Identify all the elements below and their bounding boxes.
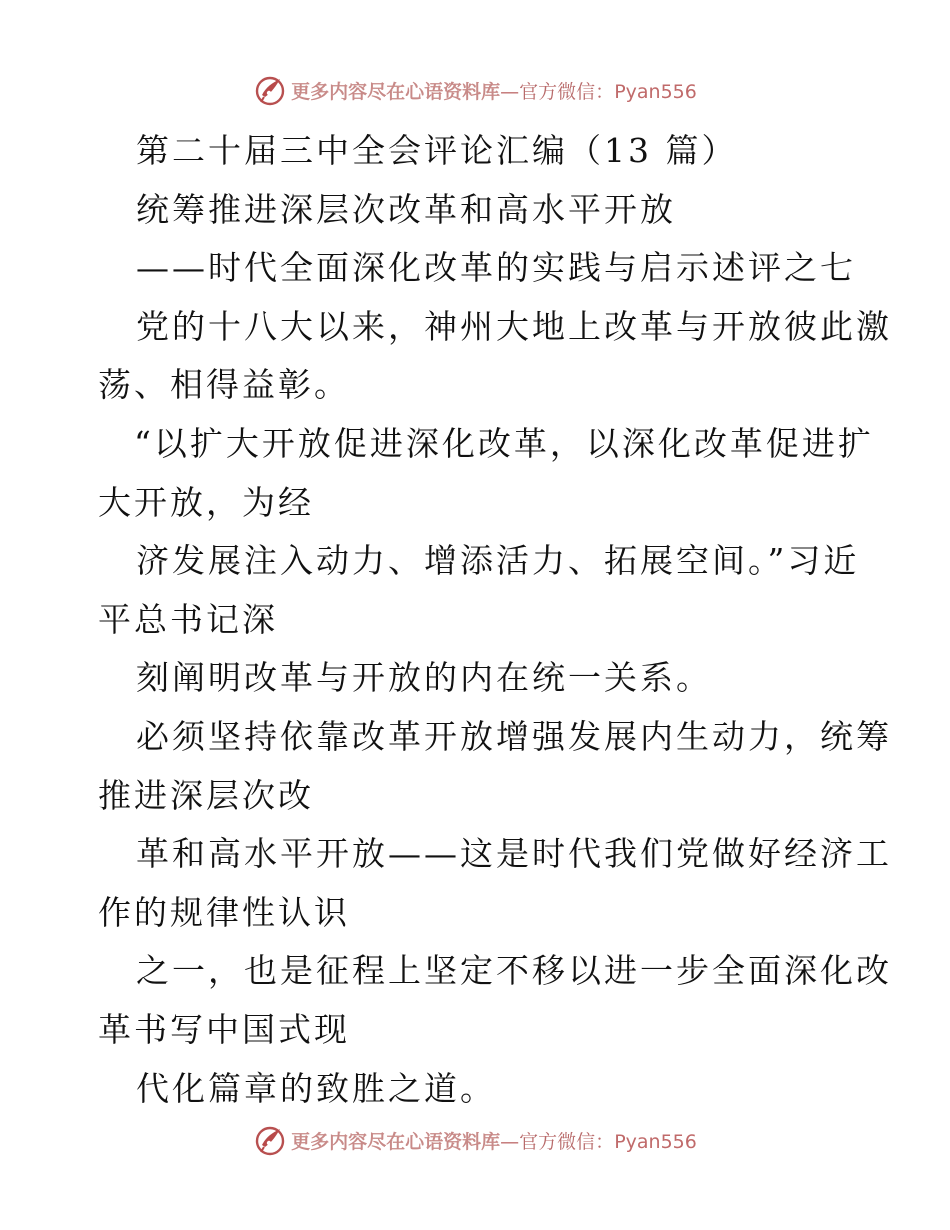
text-line: 第二十届三中全会评论汇编（13 篇） (136, 131, 738, 170)
footer-watermark (0, 1120, 950, 1160)
text-line: 革书写中国式现 (98, 1009, 350, 1049)
watermark-id: Pyan556 (614, 1130, 697, 1153)
watermark-main: 更多内容尽在心语资料库 (291, 1130, 501, 1153)
watermark-dash: — (500, 80, 520, 103)
text-line: 革和高水平开放——这是时代我们党做好经济工 (136, 834, 892, 874)
quill-logo-icon (253, 1123, 287, 1157)
header-watermark (0, 70, 950, 110)
text-line: 平总书记深 (98, 599, 278, 639)
text-line: 之一，也是征程上坚定不移以进一步全面深化改 (136, 951, 892, 991)
watermark-sub: 官方微信： (519, 1130, 615, 1153)
text-line: 代化篇章的致胜之道。 (136, 1068, 496, 1108)
watermark-sub: 官方微信： (519, 80, 615, 103)
text-line: 党的十八大以来，神州大地上改革与开放彼此激 (136, 306, 892, 346)
document-body (98, 122, 892, 1118)
text-line: 推进深层次改 (98, 775, 314, 815)
text-line: 统筹推进深层次改革和高水平开放 (136, 189, 676, 229)
text-line: 刻阐明改革与开放的内在统一关系。 (136, 658, 712, 698)
text-line: 作的规律性认识 (98, 892, 350, 932)
text-line: 荡、相得益彰。 (98, 365, 350, 405)
text-line: ——时代全面深化改革的实践与启示述评之七 (136, 248, 856, 288)
watermark-text (291, 1127, 697, 1154)
watermark-main: 更多内容尽在心语资料库 (291, 80, 501, 103)
text-line: 大开放，为经 (98, 482, 314, 522)
text-line: 必须坚持依靠改革开放增强发展内生动力，统筹 (136, 716, 892, 756)
watermark-id: Pyan556 (614, 80, 697, 103)
watermark-text (291, 77, 697, 104)
watermark-dash: — (500, 1130, 520, 1153)
quill-logo-icon (253, 73, 287, 107)
text-line: 济发展注入动力、增添活力、拓展空间。”习近 (136, 541, 860, 581)
text-line: “以扩大开放促进深化改革，以深化改革促进扩 (134, 423, 874, 463)
